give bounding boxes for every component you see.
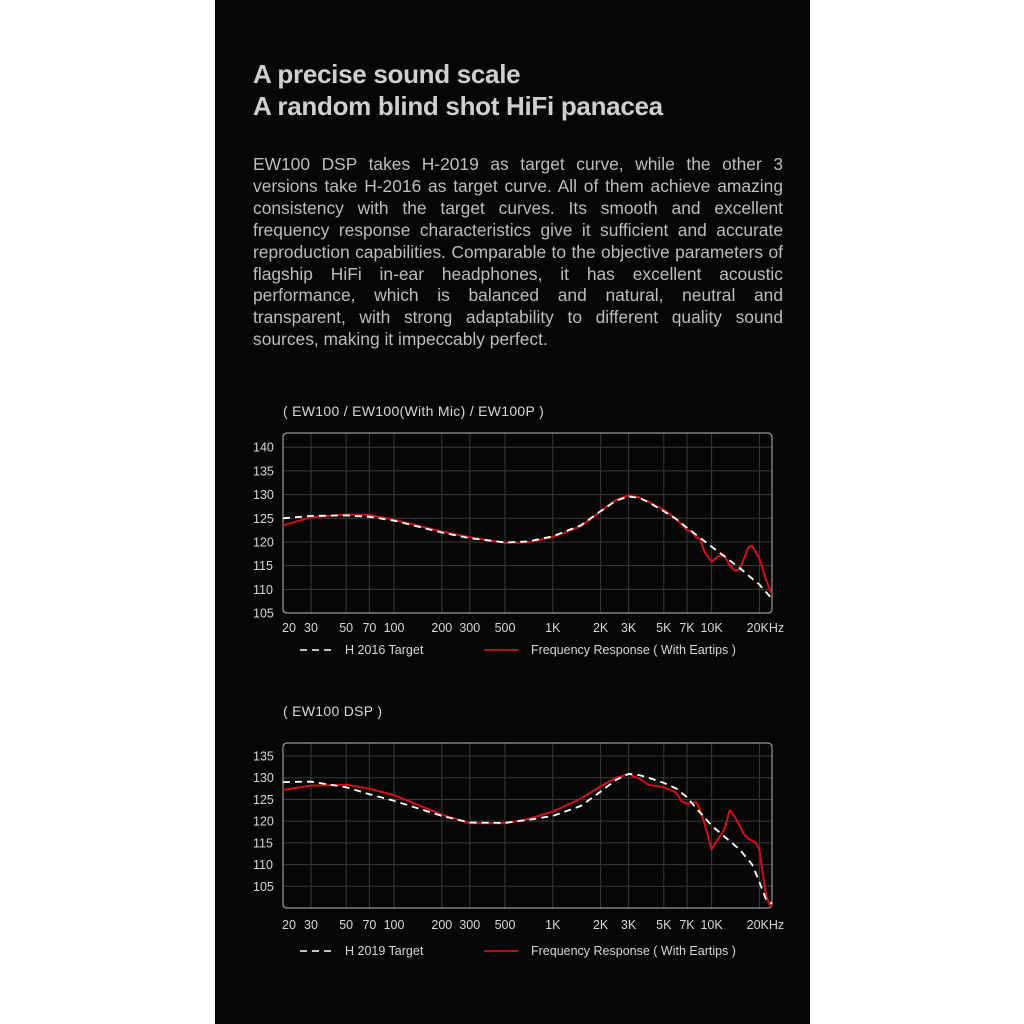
x-tick-label: 20KHz [746,621,785,635]
legend-target-label: H 2016 Target [345,643,424,657]
x-tick-label: 100 [383,918,405,932]
heading-line-1: A precise sound scale [253,59,521,89]
x-tick-label: 200 [431,918,453,932]
x-tick-label: 50 [339,621,354,635]
x-tick-label: 70 [362,918,377,932]
y-tick-label: 135 [253,749,274,764]
x-tick-label: 70 [362,621,377,635]
x-tick-label: 100 [383,621,405,635]
x-tick-label: 1K [545,621,561,635]
y-tick-label: 110 [253,858,273,873]
legend-target-label: H 2019 Target [345,944,424,958]
legend-response-label: Frequency Response ( With Eartips ) [531,643,736,657]
y-tick-label: 115 [253,836,273,851]
x-tick-label: 1K [545,918,561,932]
x-tick-label: 2K [592,621,609,635]
x-tick-label: 20KHz [746,918,785,932]
x-tick-label: 300 [459,621,481,635]
x-tick-label: 30 [304,621,318,635]
x-tick-label: 50 [339,918,354,932]
x-tick-label: 10K [700,621,723,635]
x-tick-label: 7K [679,918,695,932]
y-tick-label: 135 [253,464,274,479]
x-tick-label: 5K [656,918,672,932]
frequency-response-line [283,496,772,595]
x-tick-label: 20 [282,621,296,635]
chart-2-title: ( EW100 DSP ) [283,703,383,719]
description-paragraph: EW100 DSP takes H-2019 as target curve, while the other 3 versions take H-2016 as target curve. All of them achieve amazing consistency with the target curves. Its smooth and excellent frequency response characteristics give it sufficient and accurate reproduction capabilities. Comparable to the objective parameters of flagship HiFi in-ear headphones, it has excellent acoustic performance, which is balanced and natural, neutral and transparent, with strong adaptability to different quality sound sources, making it impeccably perfect. [253,154,783,350]
heading-line-2: A random blind shot HiFi panacea [253,91,663,121]
x-tick-label: 3K [620,918,637,932]
y-tick-label: 120 [253,535,274,550]
x-tick-label: 200 [431,621,453,635]
x-tick-label: 3K [620,621,637,635]
y-tick-label: 130 [253,488,274,503]
x-tick-label: 500 [494,621,516,635]
y-tick-label: 125 [253,511,274,526]
x-tick-label: 7K [679,621,695,635]
y-tick-label: 105 [253,606,274,621]
legend-response-label: Frequency Response ( With Eartips ) [531,944,736,958]
y-tick-label: 115 [253,559,273,574]
target-curve-line [283,497,772,599]
x-tick-label: 5K [656,621,672,635]
y-tick-label: 110 [253,582,273,597]
y-tick-label: 140 [253,440,274,455]
plot-frame [283,433,772,613]
x-tick-label: 2K [592,918,609,932]
y-tick-label: 125 [253,792,274,807]
y-tick-label: 105 [253,879,274,894]
chart-1-title: ( EW100 / EW100(With Mic) / EW100P ) [283,403,545,419]
x-tick-label: 10K [700,918,723,932]
y-tick-label: 120 [253,814,274,829]
x-tick-label: 30 [304,918,318,932]
x-tick-label: 300 [459,918,481,932]
x-tick-label: 500 [494,918,516,932]
x-tick-label: 20 [282,918,296,932]
y-tick-label: 130 [253,771,274,786]
